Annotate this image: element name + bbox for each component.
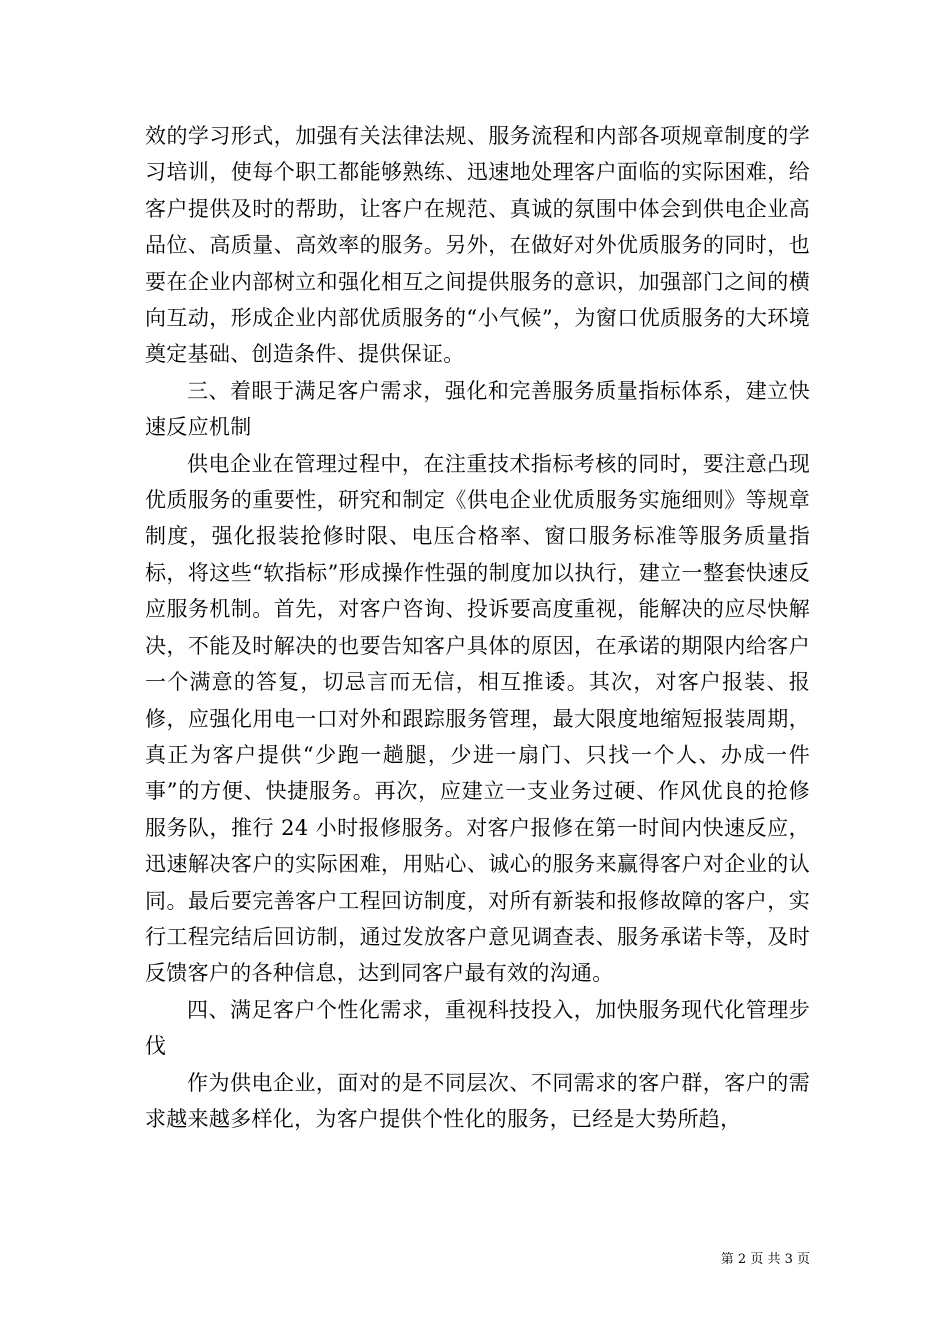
paragraph-section-4-body: 作为供电企业，面对的是不同层次、不同需求的客户群，客户的需求越来越多样化，为客户提供个性化的服务，已经是大势所趋， (145, 1070, 810, 1131)
page-number-footer: 第 2 页 共 3 页 (720, 1252, 810, 1267)
paragraph-section-3-body: 供电企业在管理过程中，在注重技术指标考核的同时，要注意凸现优质服务的重要性，研究和制定《供电企业优质服务实施细则》等规章制度，强化报装抢修时限、电压合格率、窗口服务标准等服务质量指标，将这些“软指标”形成操作性强的制度加以执行，建立一整套快速反应服务机制。首先，对客户咨询、投诉要高度重视，能解决的应尽快解决，不能及时解决的也要告知客户具体的原因，在承诺的期限内给客户一个满意的答复，切忌言而无信，相互推诿。其次，对客户报装、报修，应强化用电一口对外和跟踪服务管理，最大限度地缩短报装周期，真正为客户提供“少跑一趟腿，少进一扇门、只找一个人、办成一件事”的方便、快捷服务。再次，应建立一支业务过硬、作风优良的抢修服务队，推行 24 小时报修服务。对客户报修在第一时间内快速反应，迅速解决客户的实际困难，用贴心、诚心的服务来赢得客户对企业的认同。最后要完善客户工程回访制度，对所有新装和报修故障的客户，实行工程完结后回访制，通过发放客户意见调查表、服务承诺卡等，及时反馈客户的各种信息，达到同客户最有效的沟通。 (145, 451, 810, 986)
document-body (145, 118, 810, 1137)
section-heading-3: 三、着眼于满足客户需求，强化和完善服务质量指标体系，建立快速反应机制 (145, 378, 810, 440)
section-heading-4: 四、满足客户个性化需求，重视科技投入，加快服务现代化管理步伐 (145, 997, 810, 1059)
paragraph-continuation: 效的学习形式，加强有关法律法规、服务流程和内部各项规章制度的学习培训，使每个职工都能够熟练、迅速地处理客户面临的实际困难，给客户提供及时的帮助，让客户在规范、真诚的氛围中体会到供电企业高品位、高质量、高效率的服务。另外，在做好对外优质服务的同时，也要在企业内部树立和强化相互之间提供服务的意识，加强部门之间的横向互动，形成企业内部优质服务的“小气候”，为窗口优质服务的大环境奠定基础、创造条件、提供保证。 (145, 124, 810, 367)
